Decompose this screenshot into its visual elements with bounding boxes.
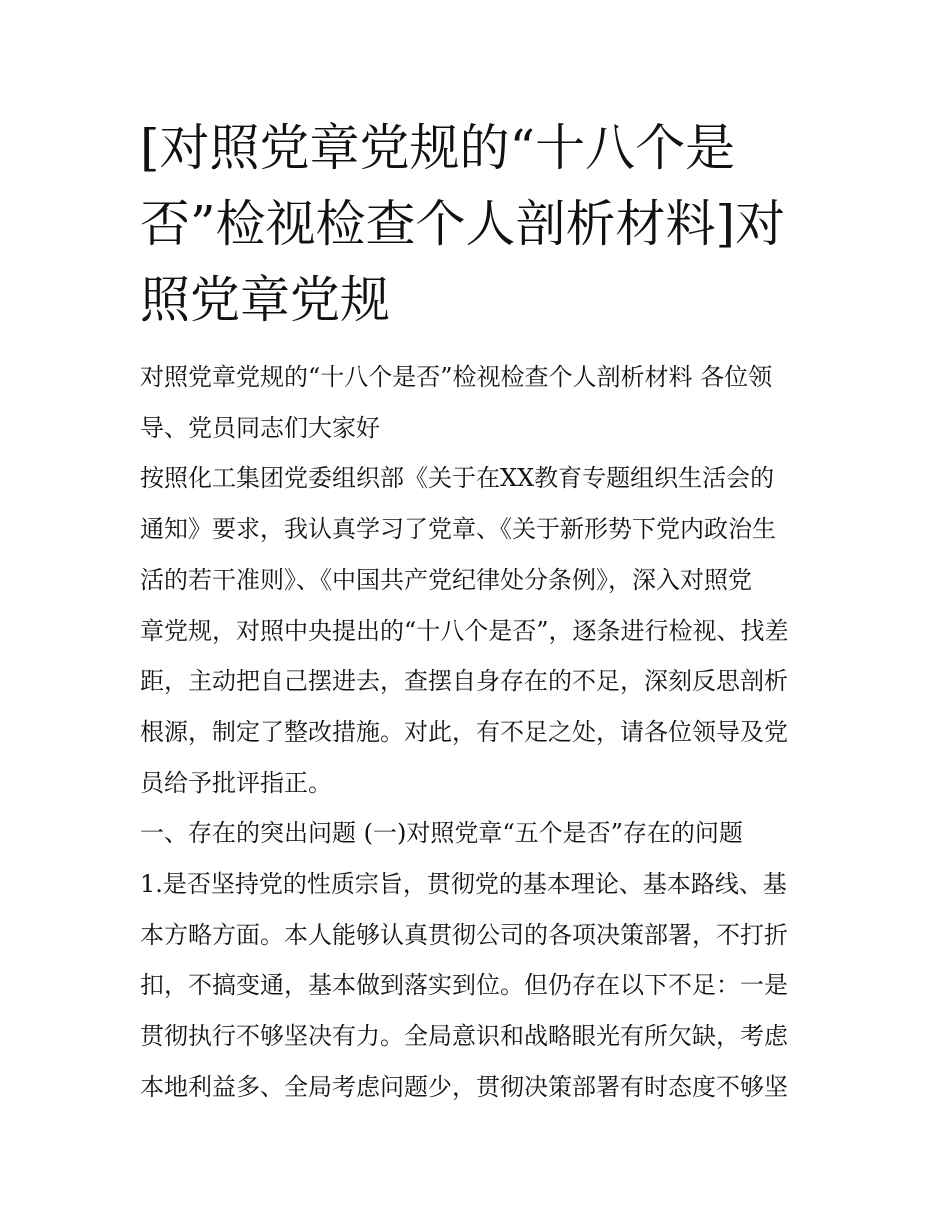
body-line-7: 距，主动把自己摆进去，查摆自身存在的不足，深刻反思剖析 [140, 667, 788, 696]
document-title [140, 110, 820, 338]
body-line-9: 员给予批评指正。 [140, 768, 332, 797]
body-line-11: 1.是否坚持党的性质宗旨，贯彻党的基本理论、基本路线、基 [140, 870, 787, 899]
body-line-5: 活的若干准则》、《中国共产党纪律处分条例》，深入对照党 [140, 565, 752, 594]
body-line-1: 对照党章党规的“十八个是否”检视检查个人剖析材料 各位领 [140, 363, 773, 391]
body-line-12: 本方略方面。本人能够认真贯彻公司的各项决策部署，不打折 [140, 920, 788, 949]
body-line-15: 本地利益多、全局考虑问题少，贯彻决策部署有时态度不够坚 [140, 1072, 788, 1101]
body-line-8: 根源，制定了整改措施。对此，有不足之处，请各位领导及党 [140, 717, 788, 746]
body-line-13: 扣，不搞变通，基本做到落实到位。但仍存在以下不足：一是 [140, 971, 788, 1000]
body-line-4: 通知》要求，我认真学习了党章、《关于新形势下党内政治生 [140, 515, 776, 544]
title-line-1: [对照党章党规的“十八个是 [140, 119, 736, 177]
body-line-2: 导、党员同志们大家好 [140, 413, 380, 442]
body-line-14: 贯彻执行不够坚决有力。全局意识和战略眼光有所欠缺，考虑 [140, 1022, 788, 1051]
body-line-6: 章党规，对照中央提出的“十八个是否”，逐条进行检视、找差 [140, 616, 789, 645]
title-line-3: 照党章党规 [140, 271, 390, 329]
document-body [140, 352, 820, 1113]
body-line-3: 按照化工集团党委组织部《关于在XX教育专题组织生活会的 [140, 464, 775, 493]
title-line-2: 否”检视检查个人剖析材料]对 [140, 195, 786, 253]
section-heading: 一、存在的突出问题 (一)对照党章“五个是否”存在的问题 [140, 819, 743, 848]
